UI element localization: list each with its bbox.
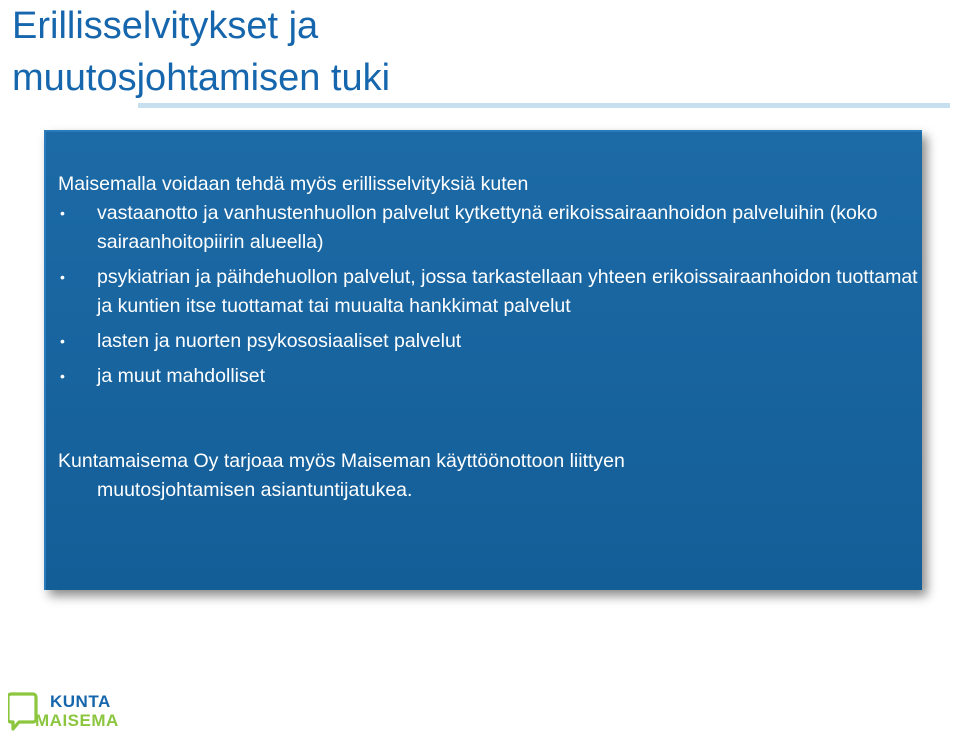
logo-word-maisema: MAISEMA [35,711,119,730]
outro-line2: muutosjohtamisen asiantuntijatukea. [97,479,413,501]
slide-title-line2: muutosjohtamisen tuki [12,57,391,99]
bullet-text: vastaanotto ja vanhustenhuollon palvelut kytkettynä erikoissairaanhoidon palveluihin (koko sairaanhoitopiirin alueella) [97,202,878,253]
slide-title-line1: Erillisselvitykset ja [12,5,319,47]
content-panel [44,130,922,590]
title-divider [138,103,950,108]
outro-text [58,447,918,505]
bullet-icon: • [60,269,65,285]
outro-line1: Kuntamaisema Oy tarjoaa myös Maiseman käyttöönottoon liittyen [58,450,625,472]
logo-word-kunta: KUNTA [50,692,111,711]
bullet-icon: • [60,205,65,221]
list-item [58,327,918,356]
bullet-text: ja muut mahdolliset [97,365,265,387]
kuntamaisema-logo [8,688,128,734]
bullet-list [58,199,918,391]
bullet-text: lasten ja nuorten psykososiaaliset palvelut [97,330,462,352]
intro-text: Maisemalla voidaan tehdä myös erillisselvityksiä kuten [58,173,529,195]
content-text [58,170,918,505]
logo-speech-bubble-icon [8,694,36,729]
list-item [58,362,918,391]
bullet-icon: • [60,368,65,384]
list-item [58,263,918,321]
bullet-icon: • [60,333,65,349]
slide-title [12,0,390,104]
bullet-text: psykiatrian ja päihdehuollon palvelut, jossa tarkastellaan yhteen erikoissairaanhoidon tuottamat ja kuntien itse tuottamat tai muualta hankkimat palvelut [97,266,918,317]
list-item [58,199,918,257]
